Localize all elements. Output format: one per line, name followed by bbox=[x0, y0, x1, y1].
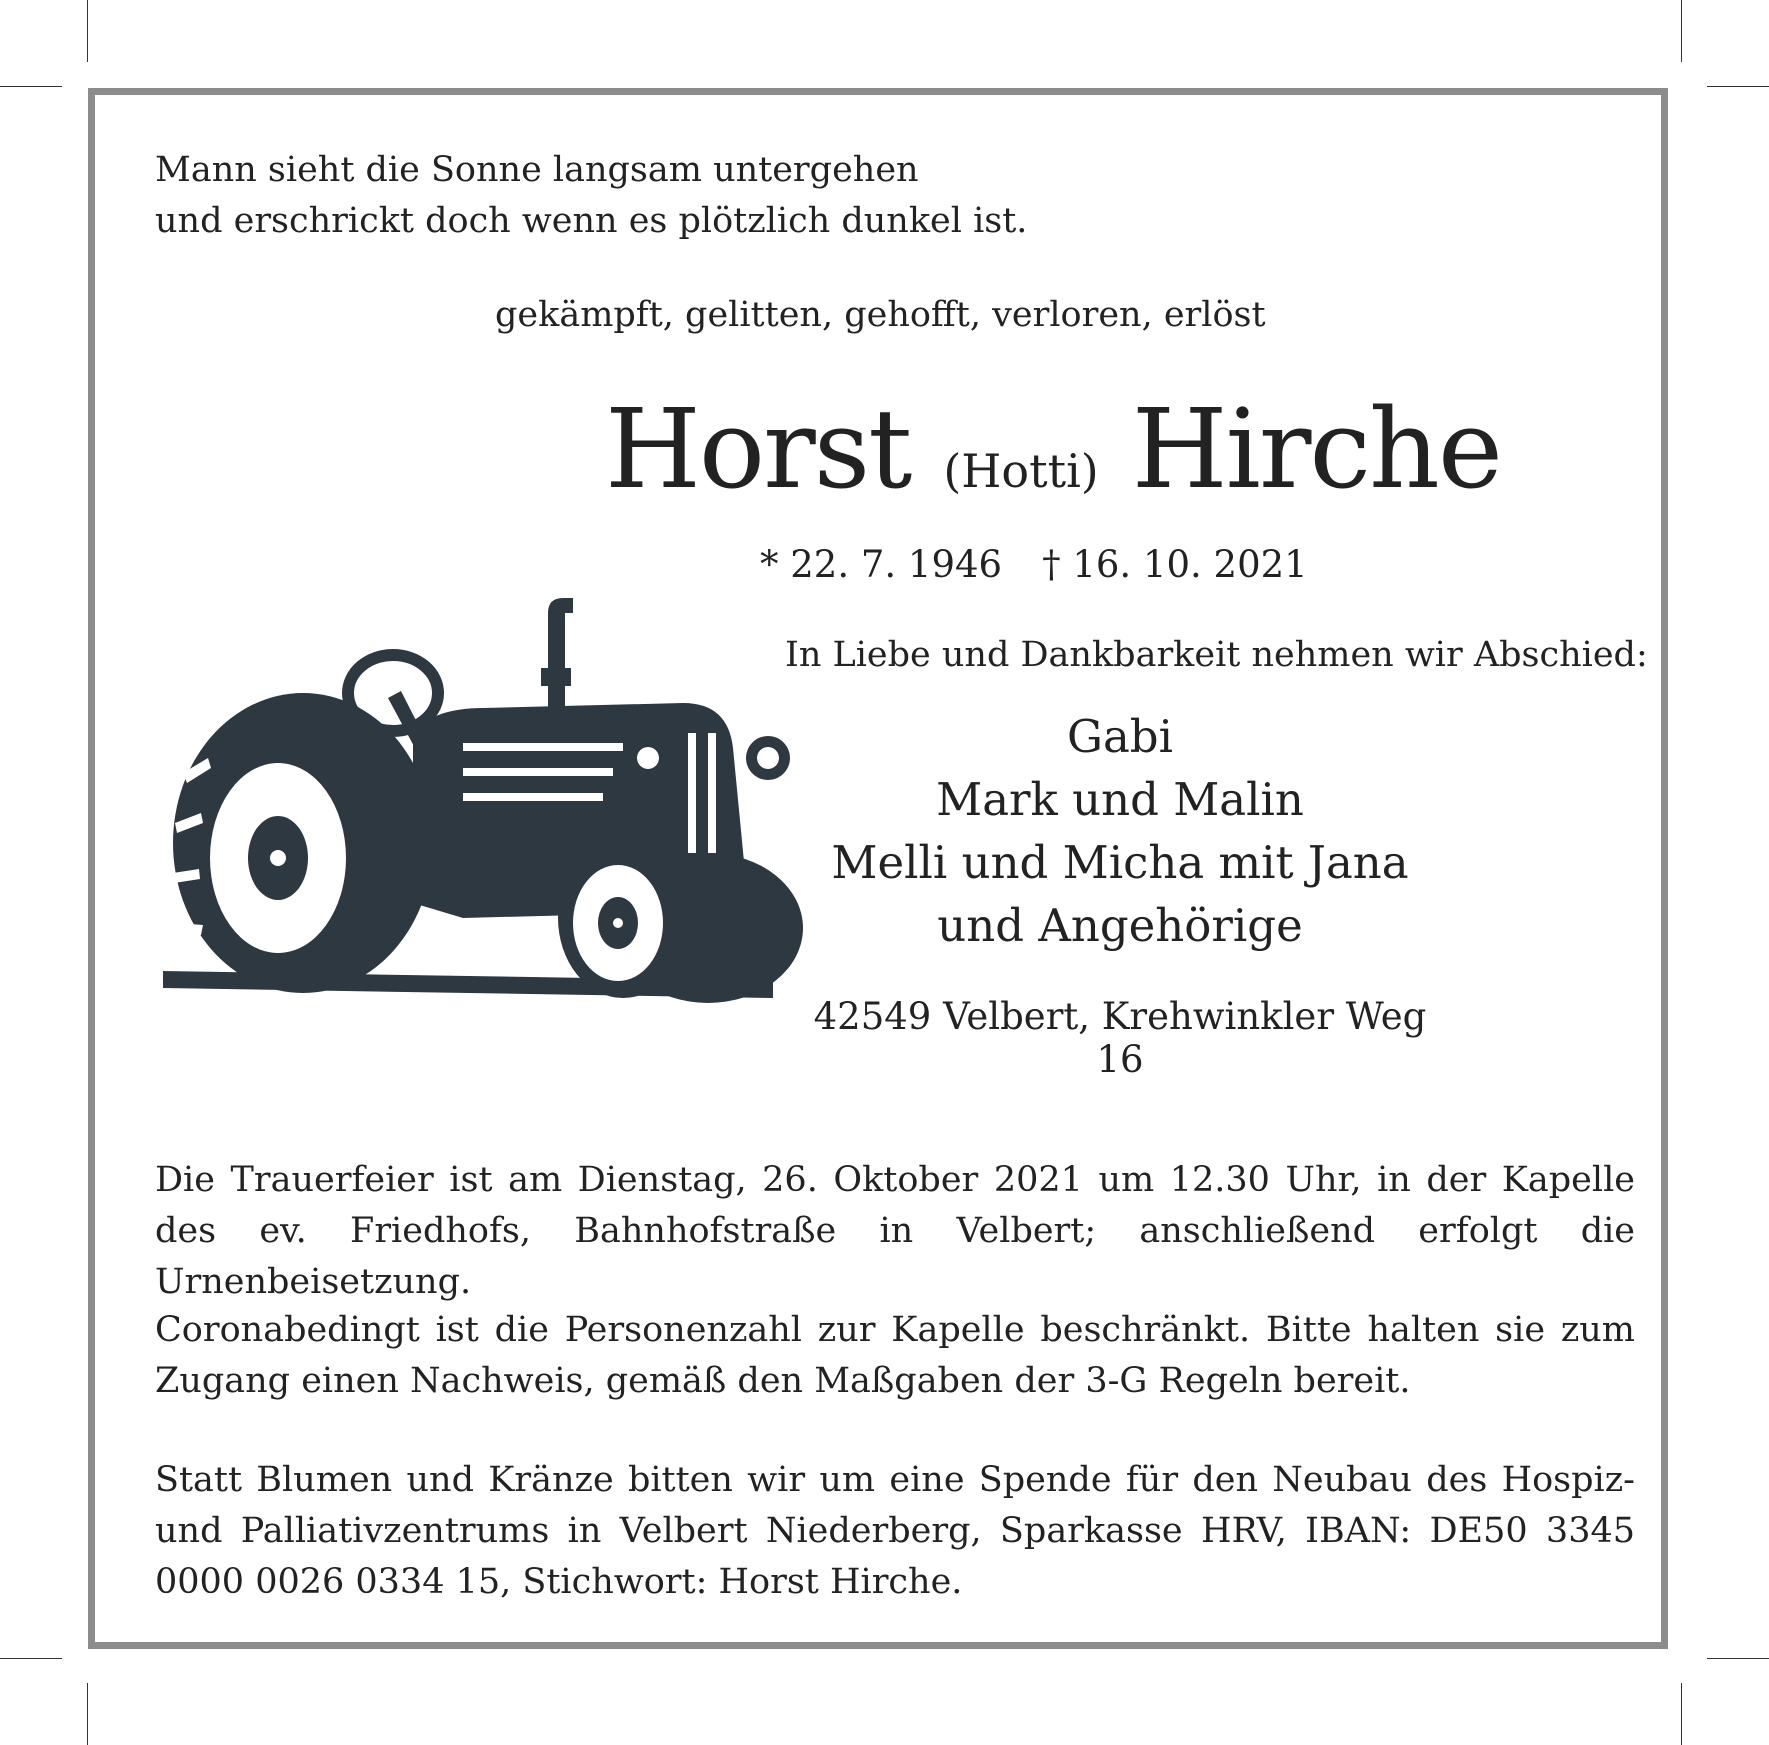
death-date: † 16. 10. 2021 bbox=[1042, 543, 1308, 586]
crop-mark-top-left-v bbox=[87, 0, 88, 62]
nickname: (Hotti) bbox=[943, 444, 1099, 498]
family-member: Melli und Micha mit Jana bbox=[831, 836, 1409, 889]
crop-mark-top-right-v bbox=[1681, 0, 1682, 62]
family-member: und Angehörige bbox=[937, 899, 1303, 952]
address: 42549 Velbert, Krehwinkler Weg 16 bbox=[813, 995, 1427, 1081]
crop-mark-top-left-h bbox=[0, 86, 62, 87]
ceremony-paragraph: Die Trauerfeier ist am Dienstag, 26. Oktober 2021 um 12.30 Uhr, in der Kapelle des ev. Friedhofs, Bahnhofstraße in Velbert; anschließend erfolgt die Urnenbeisetzung. bbox=[155, 1160, 1635, 1302]
crop-mark-bottom-left-h bbox=[0, 1658, 62, 1659]
corona-paragraph: Coronabedingt ist die Personenzahl zur Kapelle beschränkt. Bitte halten sie zum Zugang einen Nachweis, gemäß den Maßgaben der 3-G Regeln bereit. bbox=[155, 1310, 1635, 1401]
donation-paragraph: Statt Blumen und Kränze bitten wir um eine Spende für den Neubau des Hospiz- und Palliativzentrums in Velbert Niederberg, Sparkasse HRV, IBAN: DE50 3345 0000 0026 0334 15, Stichwort: Horst Hirche. bbox=[155, 1460, 1635, 1602]
crop-mark-top-right-h bbox=[1707, 86, 1769, 87]
crop-mark-bottom-right-h bbox=[1707, 1658, 1769, 1659]
deceased-name bbox=[605, 385, 1501, 513]
motto-line-2: und erschrickt doch wenn es plötzlich dunkel ist. bbox=[155, 201, 1028, 241]
life-dates bbox=[760, 543, 1308, 586]
first-name: Horst bbox=[605, 385, 911, 513]
motto bbox=[155, 145, 1027, 247]
crop-mark-bottom-left-v bbox=[87, 1683, 88, 1745]
family-list bbox=[795, 705, 1445, 957]
obituary-frame bbox=[88, 88, 1668, 1649]
crop-mark-bottom-right-v bbox=[1681, 1683, 1682, 1745]
farewell-text: In Liebe und Dankbarkeit nehmen wir Abschied: bbox=[785, 635, 1648, 675]
motto-line-1: Mann sieht die Sonne langsam untergehen bbox=[155, 150, 919, 190]
family-member: Mark und Malin bbox=[936, 773, 1304, 826]
birth-date: * 22. 7. 1946 bbox=[760, 543, 1003, 586]
tractor-icon bbox=[163, 573, 823, 1038]
family-member: Gabi bbox=[1067, 710, 1173, 763]
last-name: Hirche bbox=[1131, 385, 1501, 513]
subtitle: gekämpft, gelitten, gehofft, verloren, erlöst bbox=[495, 295, 1266, 335]
